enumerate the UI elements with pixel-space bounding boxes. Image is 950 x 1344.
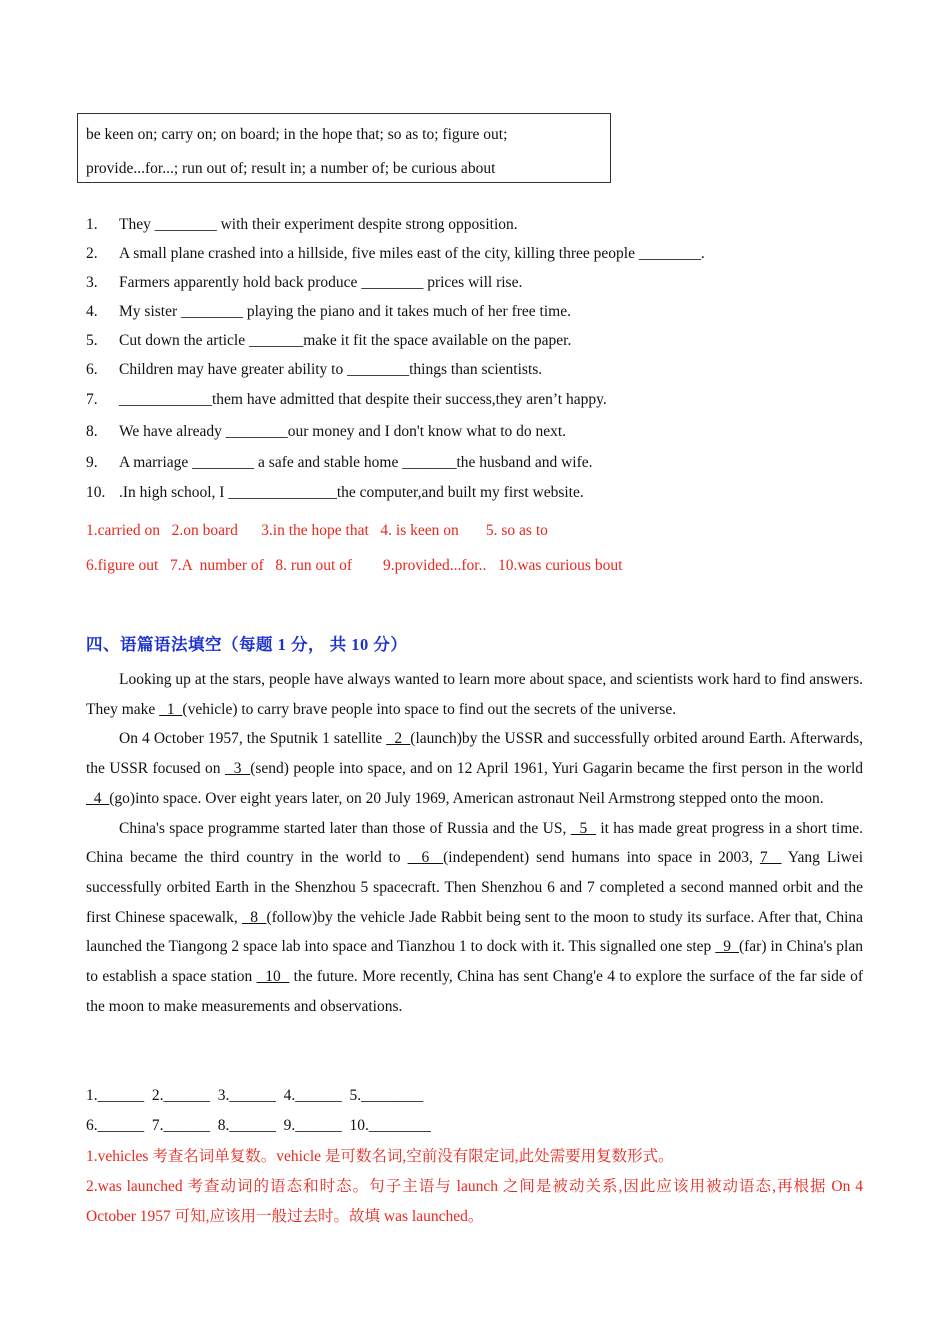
explanation-2: 2.was launched 考查动词的语态和时态。句子主语与 launch 之间是被动关系,因此应该用被动语态,再根据 On 4 October 1957 可知,应该用一般过去时。故填 was launched。 (86, 1178, 863, 1225)
passage-text: the future. More recently, China has sent Chang'e 4 to explore the surface of the far side of the moon to make measurements and observations. (86, 968, 863, 1015)
item-text: ____________them have admitted that despite their success,they aren’t happy. (119, 391, 607, 408)
exercise-item (86, 416, 886, 448)
item-number: 1. (86, 216, 98, 233)
passage-text: (far) in China's plan to establish a space station (86, 938, 863, 986)
passage-text: (send) people into space, and on 12 April 1961, Yuri Gagarin became the first person in the world (250, 760, 864, 778)
section-title: 四、语篇语法填空（每题 1 分， 共 10 分） (86, 635, 408, 654)
reading-passage (86, 665, 863, 1021)
explanation-1: 1.vehicles 考查名词单复数。vehicle 是可数名词,空前没有限定词,此处需要用复数形式。 (86, 1148, 674, 1165)
exercise-item (86, 268, 886, 297)
item-number: 6. (86, 361, 98, 378)
blank-2: 2 (386, 730, 411, 748)
blank-1: 1 (159, 700, 183, 718)
blank-7: 7 (759, 849, 782, 867)
item-number: 9. (86, 454, 98, 471)
item-text: Farmers apparently hold back produce ________ prices will rise. (119, 274, 523, 291)
item-text: A small plane crashed into a hillside, five miles east of the city, killing three people ________. (119, 245, 705, 262)
item-text: .In high school, I ______________the computer,and built my first website. (119, 484, 584, 501)
phrase-line-2: provide...for...; run out of; result in; a number of; be curious about (86, 160, 496, 177)
explanations (86, 1142, 863, 1232)
exercise-item (86, 210, 886, 239)
passage-paragraph-1 (86, 665, 863, 724)
exercise-list (86, 210, 886, 509)
item-number: 7. (86, 391, 98, 408)
exercise-item (86, 448, 886, 477)
item-text: We have already ________our money and I don't know what to do next. (119, 423, 567, 440)
passage-text: (follow)by the vehicle Jade Rabbit being sent to the moon to study its surface. After that, China launched the Tiangong 2 space lab into space and Tianzhou 1 to dock with it. This signalled one step (86, 908, 864, 956)
answer-line-2: 6.figure out 7.A number of 8. run out of 9.provided...for.. 10.was curious bout (86, 557, 623, 574)
item-text: Cut down the article _______make it fit the space available on the paper. (119, 332, 572, 349)
passage-paragraph-2 (86, 724, 863, 813)
item-text: Children may have greater ability to ________things than scientists. (119, 361, 543, 378)
blank-5: 5 (570, 819, 596, 837)
passage-text: Yang Liwei successfully orbited Earth in the Shenzhou 5 spacecraft. Then Shenzhou 6 and 7 completed a second manned orbit and the first Chinese spacewalk, (86, 849, 863, 926)
item-text: They ________ with their experiment despite strong opposition. (119, 216, 518, 233)
blank-3: 3 (224, 760, 251, 778)
exercise-item (86, 384, 886, 416)
passage-text: (vehicle) to carry brave people into space to find out the secrets of the universe. (182, 700, 677, 718)
blank-9: 9 (715, 938, 739, 956)
item-number: 4. (86, 303, 98, 320)
blank-6: 6 (407, 849, 444, 867)
item-number: 3. (86, 274, 98, 291)
blank-4: 4 (86, 789, 110, 807)
passage-text: On 4 October 1957, the Sputnik 1 satellite (119, 730, 387, 748)
exercise-item (86, 239, 886, 268)
passage-text: (launch)by the USSR and successfully orbited around Earth. Afterwards, the USSR focused on (86, 730, 863, 778)
item-number: 10. (86, 484, 106, 501)
answer-line-1: 1.carried on 2.on board 3.in the hope that 4. is keen on 5. so as to (86, 522, 548, 539)
phrase-line-1: be keen on; carry on; on board; in the hope that; so as to; figure out; (86, 126, 508, 143)
passage-text: (go)into space. Over eight years later, on 20 July 1969, American astronaut Neil Armstrong stepped onto the moon. (109, 789, 824, 807)
item-text: A marriage ________ a safe and stable home _______the husband and wife. (119, 454, 593, 471)
blank-8: 8 (241, 908, 267, 926)
answer-blanks-row-2: 6.______ 7.______ 8.______ 9.______ 10.________ (86, 1117, 431, 1134)
answer-blanks-row-1: 1.______ 2.______ 3.______ 4.______ 5.________ (86, 1087, 424, 1104)
exercise-item (86, 477, 886, 509)
answer-key (86, 513, 866, 583)
exercise-item (86, 326, 886, 355)
passage-text: Looking up at the stars, people have always wanted to learn more about space, and scientists work hard to find answers. They make (86, 671, 863, 718)
item-number: 2. (86, 245, 98, 262)
exercise-item (86, 297, 886, 326)
passage-text: it has made great progress in a short time. China became the third country in the world to (86, 819, 863, 867)
phrase-box (77, 113, 611, 183)
passage-paragraph-3 (86, 814, 863, 1022)
passage-text: (independent) send humans into space in 2003, (443, 849, 760, 867)
exercise-item (86, 355, 886, 384)
passage-text: China's space programme started later than those of Russia and the US, (119, 819, 571, 837)
item-number: 8. (86, 423, 98, 440)
item-text: My sister ________ playing the piano and it takes much of her free time. (119, 303, 571, 320)
blank-10: 10 (256, 968, 290, 986)
item-number: 5. (86, 332, 98, 349)
